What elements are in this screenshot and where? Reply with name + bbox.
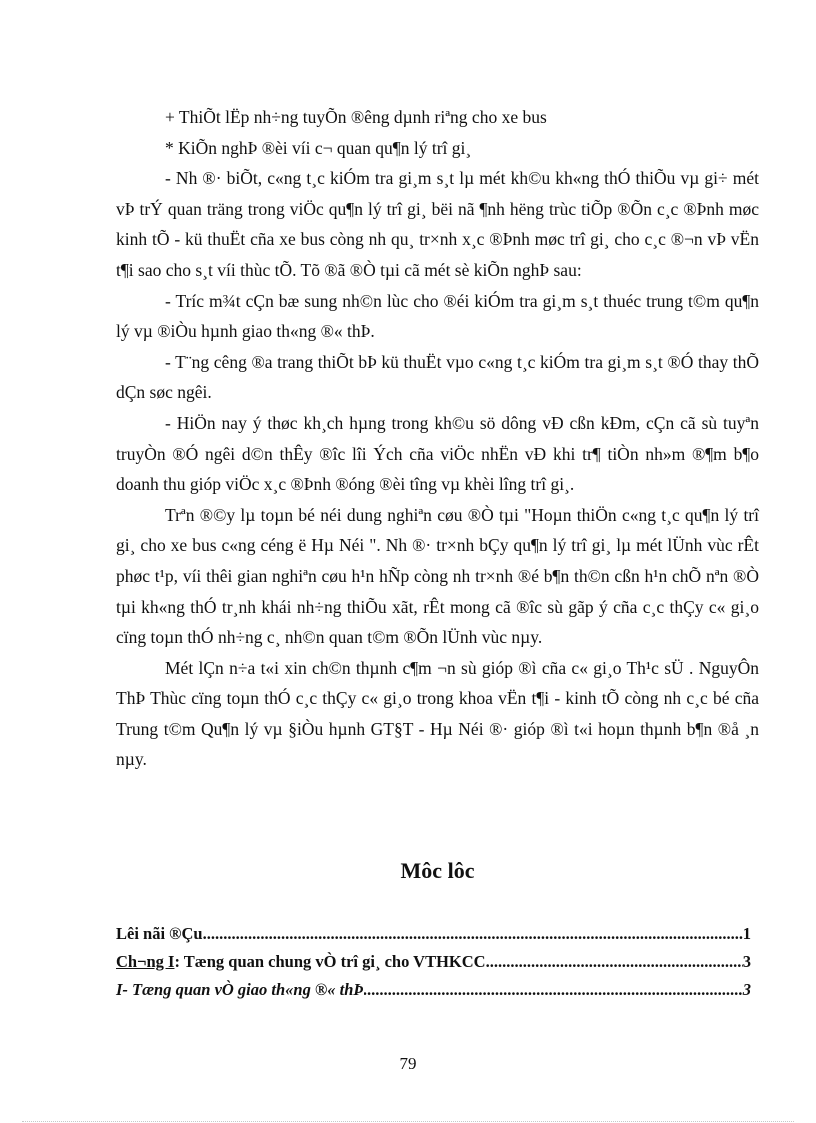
toc-entry-label: Lêi nãi ®Çu xyxy=(116,924,203,943)
toc-entry-page: 1 xyxy=(742,924,751,943)
toc-entry-introduction[interactable] xyxy=(116,924,751,952)
paragraph-staffing: - Tríc m¾t cÇn bæ sung nh©n lùc cho ®éi kiÓm tra gi¸m s¸t thuéc trung t©m qu¶n lý vµ ®iÒu hµnh giao th«ng ®« thÞ. xyxy=(116,290,759,342)
toc-entry-section-1[interactable] xyxy=(116,980,751,1008)
paragraph-conclusion: Trªn ®©y lµ toµn bé néi dung nghiªn cøu ®Ò tµi "Hoµn thiÖn c«ng t¸c qu¶n lý trî gi¸ cho xe bus c«ng céng ë Hµ Néi ". Nh ®· tr×nh bÇy qu¶n lý trî gi¸ lµ mét lÜnh vùc rÊt phøc t¹p, víi thêi gian nghiªn cøu h¹n hÑp còng nh tr×nh ®é b¶n th©n cßn h¹n chÕ nªn ®Ò tµi kh«ng thÓ tr¸nh khái nh÷ng thiÕu xãt, rÊt mong cã ®îc sù gãp ý cña c¸c thÇy c« gi¸o cïng toµn thÓ nh÷ng c¸ nh©n quan t©m ®Õn lÜnh vùc nµy. xyxy=(116,504,759,648)
paragraph-thanks: Mét lÇn n÷a t«i xin ch©n thµnh c¶m ¬n sù gióp ®ì cña c« gi¸o Th¹c sÜ . NguyÔn ThÞ Thùc cïng toµn thÓ c¸c thÇy c« gi¸o trong khoa vËn t¶i - kinh tÕ còng nh c¸c bé cña Trung t©m Qu¶n lý vµ §iÒu hµnh GT§T - Hµ Néi ®· gióp ®ì t«i hoµn thµnh b¶n ®å ¸n nµy. xyxy=(116,657,759,770)
toc-entry-label: I- Tæng quan vÒ giao th«ng ®« thÞ xyxy=(116,980,364,999)
paragraph-awareness: - HiÖn nay ý thøc kh¸ch hµng trong kh©u sö dông vÐ cßn kÐm, cÇn cã sù tuyªn truyÒn ®Ó ngêi d©n thÊy ®îc lîi Ých cña viÖc nhËn vÐ khi tr¶ tiÒn nh»m ®¶m b¶o doanh thu gióp viÖc x¸c ®Þnh ®óng ®èi tîng vµ khèi lîng trî gi¸. xyxy=(116,412,759,495)
toc-entry-page: 3 xyxy=(742,952,751,971)
toc-leader-dots xyxy=(486,952,743,972)
paragraph-bus-lanes: + ThiÕt lËp nh÷ng tuyÕn ®êng dµnh riªng cho xe bus xyxy=(165,107,547,127)
toc-leader-dots xyxy=(203,924,743,944)
paragraph-recommendation-heading: * KiÕn nghÞ ®èi víi c¬ quan qu¶n lý trî gi¸ xyxy=(165,137,472,158)
footer-divider xyxy=(22,1121,794,1122)
toc-entry-label-wrap xyxy=(116,952,486,972)
toc-entry-page: 3 xyxy=(742,980,751,999)
toc-heading: Môc lôc xyxy=(400,858,475,883)
body-text xyxy=(116,102,759,775)
toc-leader-dots xyxy=(364,980,743,1000)
toc-entry-label: : Tæng quan chung vÒ trî gi¸ cho VTHKCC xyxy=(174,952,486,971)
page-number: 79 xyxy=(399,1054,417,1073)
toc-entry-chapter-1[interactable] xyxy=(116,952,751,980)
toc-entry-chapter-prefix: Ch¬ng I xyxy=(116,952,175,971)
table-of-contents xyxy=(116,924,751,1008)
paragraph-inspection: - Nh ®· biÕt, c«ng t¸c kiÓm tra gi¸m s¸t lµ mét kh©u kh«ng thÓ thiÕu vµ gi÷ mét vÞ trÝ quan träng trong viÖc qu¶n lý trî gi¸ bëi nã ¶nh hëng trùc tiÕp ®Õn c¸c ®Þnh møc kinh tÕ - kü thuËt cña xe bus còng nh qu¸ tr×nh x¸c ®Þnh møc trî gi¸ cho c¸c ®¬n vÞ vËn t¶i sao cho s¸t víi thùc tÕ. Tõ ®ã ®Ò tµi cã mét sè kiÕn nghÞ sau: xyxy=(116,168,759,280)
paragraph-equipment: - T¨ng cêng ®a trang thiÕt bÞ kü thuËt vµo c«ng t¸c kiÓm tra gi¸m s¸t ®Ó thay thÕ dÇn søc ngêi. xyxy=(116,351,759,403)
